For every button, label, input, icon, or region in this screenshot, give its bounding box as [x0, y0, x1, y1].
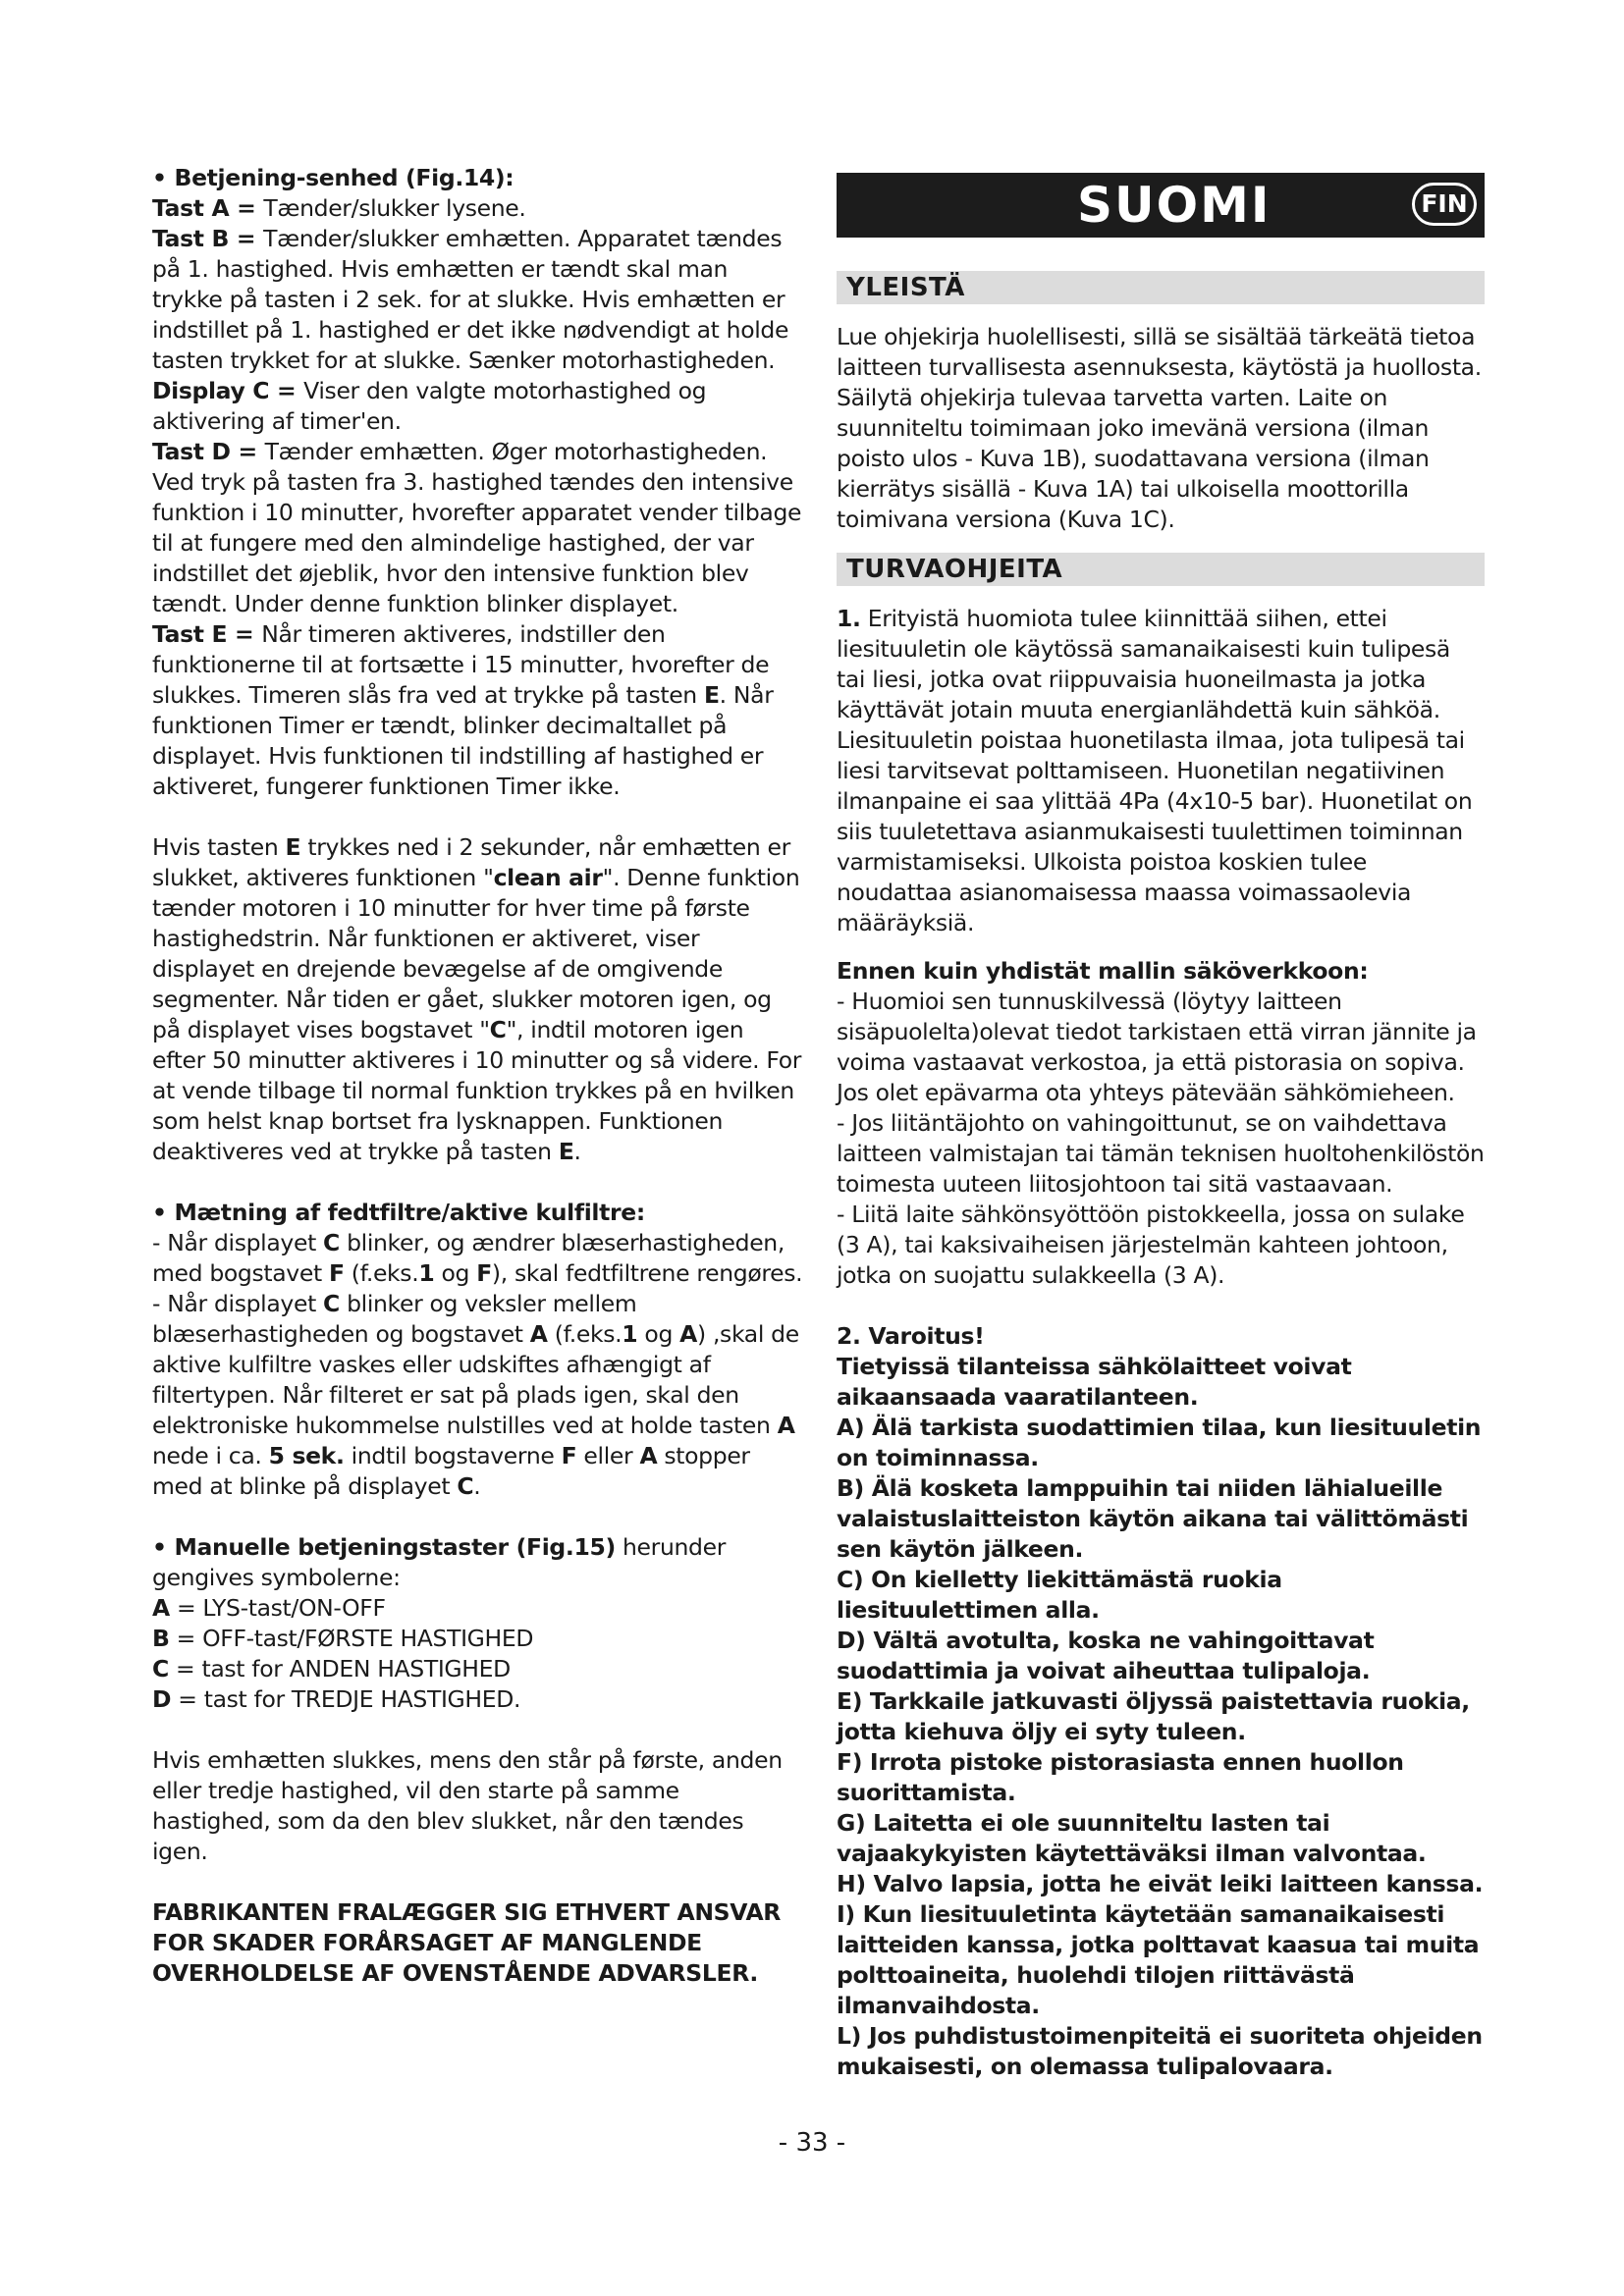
connection-item-1: - Huomioi sen tunnuskilvessä (löytyy laitteen sisäpuolelta)olevat tiedot tarkistaen että virran jännite ja voima vastaavat verkostoa, ja että pistorasia on sopiva. Jos olet epävarma ota yhteys pätevään sähkömieheen.: [837, 988, 1477, 1106]
language-header: [837, 173, 1485, 238]
warning-a: A) Älä tarkista suodattimien tilaa, kun liesituuletin on toiminnassa.: [837, 1414, 1482, 1471]
warning-g: G) Laitetta ei ole suunniteltu lasten tai vajaakykyisten käytettäväksi ilman valvontaa.: [837, 1809, 1427, 1867]
connection-item-2: - Jos liitäntäjohto on vahingoittunut, se on vaihdettava laitteen valmistajan tai tämän teknisen huoltohenkilöstön toimesta uuteen liitosjohtoon tai sitä vastaavaan.: [837, 1109, 1485, 1198]
display-c-text: Display C = Viser den valgte motorhastighed og aktivering af timer'en.: [152, 377, 707, 435]
manual-key-c: C = tast for ANDEN HASTIGHED: [152, 1655, 511, 1682]
manual-key-d: D = tast for TREDJE HASTIGHED.: [152, 1685, 521, 1713]
key-a-text: Tast A = Tænder/slukker lysene.: [152, 194, 526, 222]
connection-item-3: - Liitä laite sähkönsyöttöön pistokkeella, jossa on sulake (3 A), tai kaksivaiheisen järjestelmän kahteen johtoon, jotka on suojattu sulakkeella (3 A).: [837, 1201, 1465, 1289]
language-badge: FIN: [1412, 183, 1477, 226]
disclaimer-text: FABRIKANTEN FRALÆGGER SIG ETHVERT ANSVAR FOR SKADER FORÅRSAGET AF MANGLENDE OVERHOLDELSE AF OVENSTÅENDE ADVARSLER.: [152, 1898, 782, 1987]
grease-filter-text: - Når displayet C blinker, og ændrer blæserhastigheden, med bogstavet F (f.eks.1 og F), skal fedtfiltrene rengøres.: [152, 1229, 803, 1287]
warning-i: I) Kun liesituuletinta käytetään samanaikaisesti laitteiden kanssa, jotka polttavat kaasua tai muita polttoaineita, huolehdi tilojen riittävästä ilmanvaihdosta.: [837, 1900, 1480, 2019]
warning-e: E) Tarkkaile jatkuvasti öljyssä paistettavia ruokia, jotta kiehuva öljy ei syty tuleen.: [837, 1687, 1470, 1745]
manual-controls-paragraph: • Manuelle betjeningstaster (Fig.15) herunder gengives symbolerne:: [152, 1533, 727, 1591]
manual-key-a: A = LYS-tast/ON-OFF: [152, 1594, 386, 1622]
warning-h: H) Valvo lapsia, jotta he eivät leiki laitteen kanssa.: [837, 1870, 1484, 1897]
section-safety-title: TURVAOHJEITA: [837, 553, 1485, 586]
language-title: SUOMI: [1077, 177, 1272, 234]
left-column: [152, 163, 803, 1989]
key-b-text: Tast B = Tænder/slukker emhætten. Apparatet tændes på 1. hastighed. Hvis emhætten er tændt skal man trykke på tasten i 2 sek. for at slukke. Hvis emhætten er indstillet på 1. hastighed er det ikke nødvendigt at holde tasten trykket for at slukke. Sænker motorhastigheden.: [152, 225, 789, 374]
manual-key-b: B = OFF-tast/FØRSTE HASTIGHED: [152, 1625, 534, 1652]
warning-b: B) Älä kosketa lamppuihin tai niiden lähialueille valaistuslaitteiston käytön aikana tai välittömästi sen käytön jälkeen.: [837, 1474, 1469, 1563]
restart-paragraph: Hvis emhætten slukkes, mens den står på første, anden eller tredje hastighed, vil den starte på samme hastighed, som da den blev slukket, når den tændes igen.: [152, 1746, 783, 1865]
warning-l: L) Jos puhdistustoimenpiteitä ei suoriteta ohjeiden mukaisesti, on olemassa tulipalovaara.: [837, 2022, 1483, 2080]
right-column: [837, 271, 1485, 2082]
filter-saturation-heading: • Mætning af fedtfiltre/aktive kulfiltre:: [152, 1199, 645, 1226]
carbon-filter-text: - Når displayet C blinker og veksler mellem blæserhastigheden og bogstavet A (f.eks.1 og A) ,skal de aktive kulfiltre vaskes eller udskiftes afhængigt af filtertypen. Når filteret er sat på plads igen, skal den elektroniske hukommelse nulstilles ved at holde tasten A nede i ca. 5 sek. indtil bogstaverne F eller A stopper med at blinke på displayet C.: [152, 1290, 799, 1500]
general-paragraph: Lue ohjekirja huolellisesti, sillä se sisältää tärkeätä tietoa laitteen turvallisesta asennuksesta, käytöstä ja huollosta. Säilytä ohjekirja tulevaa tarvetta varten. Laite on suunniteltu toimimaan joko imevänä versiona (ilman poisto ulos - Kuva 1B), suodattavana versiona (ilman kierrätys sisällä - Kuva 1A) tai ulkoisella moottorilla toimivana versiona (Kuva 1C).: [837, 323, 1482, 533]
control-unit-heading: • Betjening-senhed (Fig.14):: [152, 164, 514, 191]
safety-paragraph-1: 1. Erityistä huomiota tulee kiinnittää siihen, ettei liesituuletin ole käytössä samanaikaisesti kuin tulipesä tai liesi, jotka ovat riippuvaisia huoneilmasta ja jotka käyttävät jotain muuta energianlähdettä kuin sähköä. Liesituuletin poistaa huonetilasta ilmaa, jota tulipesä tai liesi tarvitsevat polttamiseen. Huonetilan negatiivinen ilmanpaine ei saa ylittää 4Pa (4x10-5 bar). Huonetilat on siis tuuletettava asianmukaisesti tuulettimen toiminnan varmistamiseksi. Ulkoista poistoa koskien tulee noudattaa asianomaisessa maassa voimassaolevia määräyksiä.: [837, 605, 1473, 936]
warning-c: C) On kielletty liekittämästä ruokia liesituulettimen alla.: [837, 1566, 1282, 1624]
page-number: - 33 -: [778, 2128, 846, 2158]
section-general-title: YLEISTÄ: [837, 271, 1485, 304]
key-d-text: Tast D = Tænder emhætten. Øger motorhastigheden. Ved tryk på tasten fra 3. hastighed tændes den intensive funktion i 10 minutter, hvorefter apparatet vender tilbage til at fungere med den almindelige hastighed, der var indstillet det øjeblik, hvor den intensive funktion blev tændt. Under denne funktion blinker displayet.: [152, 438, 802, 617]
warning-f: F) Irrota pistoke pistorasiasta ennen huollon suorittamista.: [837, 1748, 1404, 1806]
warnings-block: [837, 1321, 1485, 2082]
clean-air-paragraph: Hvis tasten E trykkes ned i 2 sekunder, når emhætten er slukket, aktiveres funktionen "clean air". Denne funktion tænder motoren i 10 minutter for hver time på første hastighedstrin. Når funktionen er aktiveret, viser displayet en drejende bevægelse af de omgivende segmenter. Når tiden er gået, slukker motoren igen, og på displayet vises bogstavet "C", indtil motoren igen efter 50 minutter aktiveres i 10 minutter og så videre. For at vende tilbage til normal funktion trykkes på en hvilken som helst knap bortset fra lysknappen. Funktionen deaktiveres ved at trykke på tasten E.: [152, 833, 802, 1165]
warning-intro: Tietyissä tilanteissa sähkölaitteet voivat aikaansaada vaaratilanteen.: [837, 1353, 1352, 1411]
warning-title: 2. Varoitus!: [837, 1322, 985, 1350]
warning-d: D) Vältä avotulta, koska ne vahingoittavat suodattimia ja voivat aiheuttaa tulipaloja.: [837, 1627, 1375, 1684]
key-e-text: Tast E = Når timeren aktiveres, indstiller den funktionerne til at fortsætte i 15 minutter, hvorefter de slukkes. Timeren slås fra ved at trykke på tasten E. Når funktionen Timer er tændt, blinker decimaltallet på displayet. Hvis funktionen til indstilling af hastighed er aktiveret, fungerer funktionen Timer ikke.: [152, 620, 774, 800]
connection-heading: Ennen kuin yhdistät mallin säköverkkoon:: [837, 957, 1369, 985]
